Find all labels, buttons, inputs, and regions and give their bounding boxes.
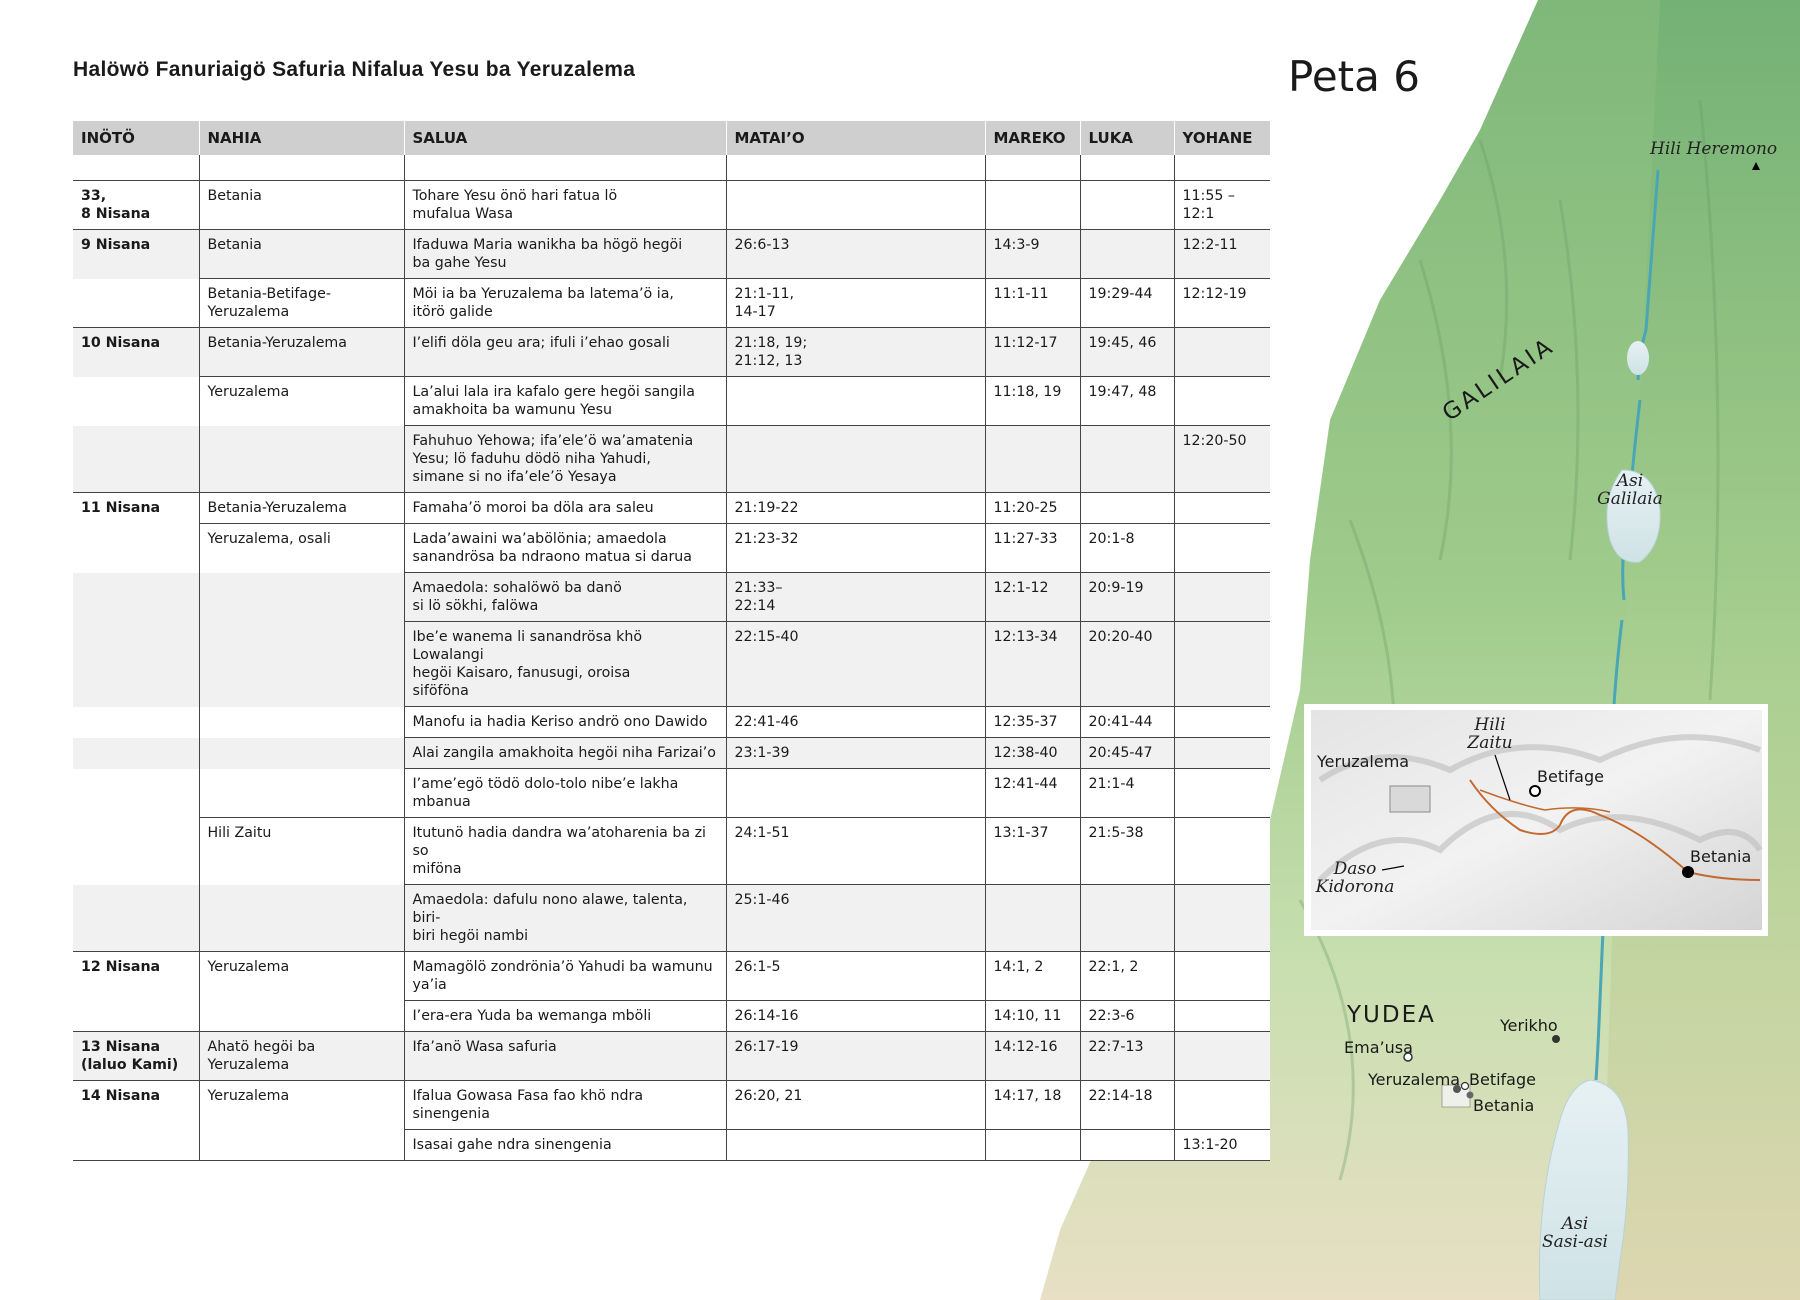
cell-mareko: 11:20-25 (985, 493, 1080, 524)
cell-date (73, 573, 199, 622)
inset-label-hili-zaitu: Hili Zaitu (1467, 715, 1513, 753)
table-row (73, 707, 1270, 738)
cell-event: Itutunö hadia dandra wa’atoharenia ba zi so miföna (404, 818, 726, 885)
cell-yohane: 13:1-20 (1174, 1130, 1270, 1161)
cell-event: I’ame’egö tödö dolo-tolo nibe’e lakha mbanua (404, 769, 726, 818)
cell-event: Fahuhuo Yehowa; ifa’ele’ö wa’amatenia Yesu; lö faduhu dödö niha Yahudi, simane si no ifa’ele’ö Yesaya (404, 426, 726, 493)
cell-luka: 19:45, 46 (1080, 328, 1174, 377)
cell-luka (1080, 885, 1174, 952)
cell-mareko: 12:35-37 (985, 707, 1080, 738)
cell-mareko (985, 426, 1080, 493)
cell-place: Betania-Yeruzalema (199, 493, 404, 524)
cell-date (73, 885, 199, 952)
cell-yohane: 12:2-11 (1174, 230, 1270, 279)
inset-label-yeruzalema: Yeruzalema (1317, 752, 1410, 771)
cell-matai: 21:23-32 (726, 524, 985, 573)
column-header: SALUA (404, 121, 726, 155)
cell-mareko: 14:1, 2 (985, 952, 1080, 1001)
betifage-marker (1462, 1083, 1469, 1090)
header-spacer (73, 155, 1270, 181)
cell-matai: 24:1-51 (726, 818, 985, 885)
cell-date: 33, 8 Nisana (73, 181, 199, 230)
cell-date: 10 Nisana (73, 328, 199, 377)
cell-yohane (1174, 738, 1270, 769)
column-header: LUKA (1080, 121, 1174, 155)
cell-mareko: 11:18, 19 (985, 377, 1080, 426)
table-row (73, 1001, 1270, 1032)
chronology-table (73, 121, 1270, 1161)
cell-yohane (1174, 524, 1270, 573)
cell-place (199, 622, 404, 707)
cell-date (73, 1001, 199, 1032)
cell-luka: 20:41-44 (1080, 707, 1174, 738)
cell-event: I’era-era Yuda ba wemanga mböli (404, 1001, 726, 1032)
cell-place: Hili Zaitu (199, 818, 404, 885)
cell-event: La’alui lala ira kafalo gere hegöi sangila amakhoita ba wamunu Yesu (404, 377, 726, 426)
table-row (73, 524, 1270, 573)
cell-mareko: 14:3-9 (985, 230, 1080, 279)
cell-date (73, 426, 199, 493)
cell-date (73, 279, 199, 328)
cell-matai: 23:1-39 (726, 738, 985, 769)
cell-yohane (1174, 952, 1270, 1001)
label-betifage: Betifage (1469, 1070, 1536, 1089)
table-row (73, 952, 1270, 1001)
cell-place: Betania (199, 230, 404, 279)
cell-date: 14 Nisana (73, 1081, 199, 1130)
table-row (73, 573, 1270, 622)
cell-event: Amaedola: sohalöwö ba danö si lö sökhi, falöwa (404, 573, 726, 622)
column-header: MAREKO (985, 121, 1080, 155)
cell-mareko (985, 181, 1080, 230)
cell-mareko: 13:1-37 (985, 818, 1080, 885)
cell-luka: 20:9-19 (1080, 573, 1174, 622)
cell-luka: 21:1-4 (1080, 769, 1174, 818)
cell-event: Ifaduwa Maria wanikha ba högö hegöi ba gahe Yesu (404, 230, 726, 279)
cell-event: Amaedola: dafulu nono alawe, talenta, biri- biri hegöi nambi (404, 885, 726, 952)
cell-luka: 19:29-44 (1080, 279, 1174, 328)
table-row (73, 1081, 1270, 1130)
column-header: NAHIA (199, 121, 404, 155)
cell-event: Alai zangila amakhoita hegöi niha Farizai’o (404, 738, 726, 769)
cell-matai: 26:14-16 (726, 1001, 985, 1032)
cell-date: 11 Nisana (73, 493, 199, 524)
cell-luka: 22:3-6 (1080, 1001, 1174, 1032)
table-row (73, 279, 1270, 328)
cell-place: Betania-Betifage- Yeruzalema (199, 279, 404, 328)
table-header-row (73, 121, 1270, 155)
cell-event: I’elifi döla geu ara; ifuli i’ehao gosali (404, 328, 726, 377)
cell-matai: 21:18, 19; 21:12, 13 (726, 328, 985, 377)
cell-event: Tohare Yesu önö hari fatua lö mufalua Wasa (404, 181, 726, 230)
cell-yohane (1174, 1032, 1270, 1081)
table-row (73, 328, 1270, 377)
cell-yohane (1174, 1081, 1270, 1130)
cell-luka (1080, 230, 1174, 279)
cell-luka (1080, 1130, 1174, 1161)
cell-mareko: 12:1-12 (985, 573, 1080, 622)
cell-mareko: 11:1-11 (985, 279, 1080, 328)
cell-matai (726, 769, 985, 818)
cell-luka: 20:45-47 (1080, 738, 1174, 769)
cell-mareko: 14:10, 11 (985, 1001, 1080, 1032)
table-row (73, 885, 1270, 952)
label-yerikho: Yerikho (1500, 1016, 1558, 1035)
cell-yohane: 11:55 – 12:1 (1174, 181, 1270, 230)
lake-hula (1627, 341, 1649, 375)
cell-yohane (1174, 707, 1270, 738)
cell-mareko: 12:38-40 (985, 738, 1080, 769)
table-row (73, 230, 1270, 279)
cell-date (73, 524, 199, 573)
cell-date (73, 377, 199, 426)
label-emausa: Ema’usa (1344, 1038, 1413, 1057)
cell-matai: 25:1-46 (726, 885, 985, 952)
table-row (73, 1032, 1270, 1081)
cell-mareko: 11:12-17 (985, 328, 1080, 377)
cell-matai (726, 426, 985, 493)
cell-luka: 20:20-40 (1080, 622, 1174, 707)
cell-yohane (1174, 818, 1270, 885)
inset-label-betifage: Betifage (1537, 767, 1604, 786)
inset-city (1390, 786, 1430, 812)
cell-mareko: 11:27-33 (985, 524, 1080, 573)
table-row (73, 622, 1270, 707)
cell-luka: 19:47, 48 (1080, 377, 1174, 426)
cell-luka: 22:7-13 (1080, 1032, 1174, 1081)
table-row (73, 769, 1270, 818)
cell-yohane (1174, 573, 1270, 622)
table-row (73, 181, 1270, 230)
cell-matai: 22:15-40 (726, 622, 985, 707)
map-title: Peta 6 (1288, 52, 1420, 101)
cell-date (73, 769, 199, 818)
cell-luka (1080, 426, 1174, 493)
label-betania: Betania (1473, 1096, 1535, 1115)
yerikho-marker (1552, 1035, 1560, 1043)
cell-date: 9 Nisana (73, 230, 199, 279)
cell-date (73, 738, 199, 769)
cell-yohane (1174, 1001, 1270, 1032)
cell-place (199, 1001, 404, 1032)
cell-mareko (985, 1130, 1080, 1161)
table-row (73, 493, 1270, 524)
cell-yohane: 12:12-19 (1174, 279, 1270, 328)
cell-luka: 21:5-38 (1080, 818, 1174, 885)
cell-event: Möi ia ba Yeruzalema ba latema’ö ia, itörö galide (404, 279, 726, 328)
cell-matai (726, 377, 985, 426)
cell-matai: 26:6-13 (726, 230, 985, 279)
cell-matai (726, 181, 985, 230)
cell-matai: 26:20, 21 (726, 1081, 985, 1130)
cell-yohane (1174, 769, 1270, 818)
cell-place (199, 573, 404, 622)
cell-yohane (1174, 622, 1270, 707)
inset-label-daso-kidorona: Daso Kidorona (1315, 859, 1395, 897)
cell-matai: 21:1-11, 14-17 (726, 279, 985, 328)
table-row (73, 1130, 1270, 1161)
cell-yohane: 12:20-50 (1174, 426, 1270, 493)
cell-matai: 21:33– 22:14 (726, 573, 985, 622)
cell-event: Mamagölö zondrönia’ö Yahudi ba wamunu ya’ia (404, 952, 726, 1001)
cell-place: Yeruzalema (199, 952, 404, 1001)
cell-matai: 26:17-19 (726, 1032, 985, 1081)
cell-place (199, 1130, 404, 1161)
label-hili-heremono: Hili Heremono (1650, 139, 1778, 159)
cell-date: 13 Nisana (laluo Kami) (73, 1032, 199, 1081)
cell-yohane (1174, 493, 1270, 524)
cell-yohane (1174, 885, 1270, 952)
cell-place (199, 426, 404, 493)
cell-event: Ibe’e wanema li sanandrösa khö Lowalangi hegöi Kaisaro, fanusugi, oroisa siföföna (404, 622, 726, 707)
cell-yohane (1174, 328, 1270, 377)
cell-mareko (985, 885, 1080, 952)
table-row (73, 738, 1270, 769)
cell-date (73, 818, 199, 885)
table-row (73, 377, 1270, 426)
cell-matai (726, 1130, 985, 1161)
page-title: Halöwö Fanuriaigö Safuria Nifalua Yesu ba Yeruzalema (73, 58, 636, 81)
cell-mareko: 14:12-16 (985, 1032, 1080, 1081)
cell-matai: 22:41-46 (726, 707, 985, 738)
cell-place: Yeruzalema (199, 1081, 404, 1130)
cell-event: Famaha’ö moroi ba döla ara saleu (404, 493, 726, 524)
cell-place: Yeruzalema, osali (199, 524, 404, 573)
cell-place (199, 738, 404, 769)
cell-luka: 20:1-8 (1080, 524, 1174, 573)
label-asi-sasi-asi: Asi Sasi-asi (1542, 1214, 1608, 1252)
cell-date (73, 1130, 199, 1161)
cell-mareko: 12:13-34 (985, 622, 1080, 707)
cell-mareko: 12:41-44 (985, 769, 1080, 818)
cell-luka (1080, 181, 1174, 230)
cell-place: Betania (199, 181, 404, 230)
inset-label-betania: Betania (1690, 847, 1752, 866)
column-header: INÖTÖ (73, 121, 199, 155)
cell-luka: 22:14-18 (1080, 1081, 1174, 1130)
cell-place (199, 769, 404, 818)
cell-event: Isasai gahe ndra sinengenia (404, 1130, 726, 1161)
cell-date: 12 Nisana (73, 952, 199, 1001)
cell-place: Yeruzalema (199, 377, 404, 426)
column-header: MATAI’O (726, 121, 985, 155)
cell-matai: 26:1-5 (726, 952, 985, 1001)
cell-event: Ifalua Gowasa Fasa fao khö ndra sinengenia (404, 1081, 726, 1130)
label-yeruzalema: Yeruzalema (1368, 1070, 1461, 1089)
label-asi-galilaia: Asi Galilaia (1597, 471, 1663, 509)
cell-date (73, 622, 199, 707)
cell-place (199, 885, 404, 952)
cell-mareko: 14:17, 18 (985, 1081, 1080, 1130)
cell-place: Betania-Yeruzalema (199, 328, 404, 377)
column-header: YOHANE (1174, 121, 1270, 155)
inset-betifage-marker (1530, 786, 1540, 796)
cell-matai: 21:19-22 (726, 493, 985, 524)
cell-place: Ahatö hegöi ba Yeruzalema (199, 1032, 404, 1081)
label-yudea: YUDEA (1347, 1002, 1436, 1028)
cell-date (73, 707, 199, 738)
table-row (73, 426, 1270, 493)
cell-place (199, 707, 404, 738)
cell-luka (1080, 493, 1174, 524)
cell-luka: 22:1, 2 (1080, 952, 1174, 1001)
cell-event: Ifa’anö Wasa safuria (404, 1032, 726, 1081)
inset-betania-marker (1682, 866, 1694, 878)
label-galilaia: GALILAIA (1438, 333, 1560, 427)
cell-event: Lada’awaini wa’abölönia; amaedola sanandrösa ba ndraono matua si darua (404, 524, 726, 573)
cell-yohane (1174, 377, 1270, 426)
cell-event: Manofu ia hadia Keriso andrö ono Dawido (404, 707, 726, 738)
table-row (73, 818, 1270, 885)
